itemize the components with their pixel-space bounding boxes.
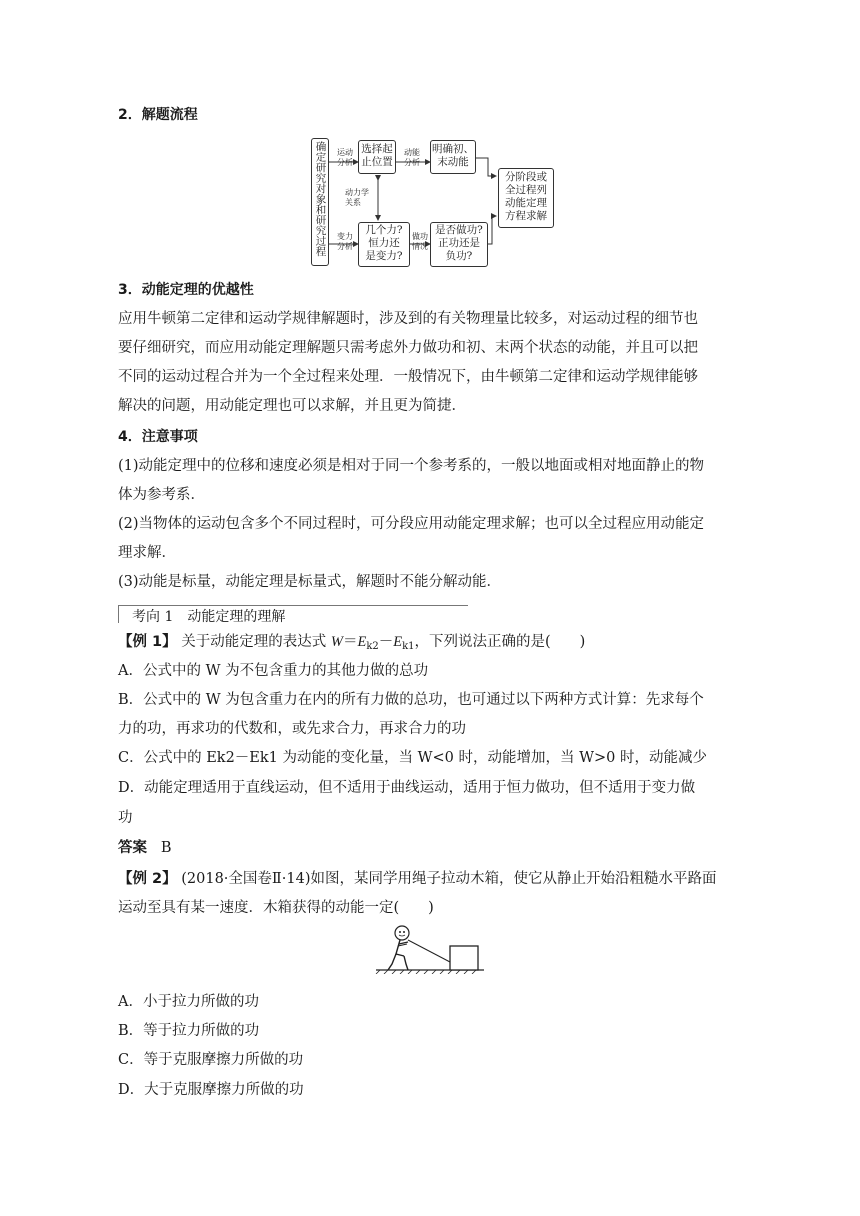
- pulling-box-figure: [374, 924, 484, 974]
- ke-label-1: 动能: [404, 148, 420, 157]
- example-1-option-a: A．公式中的 W 为不包含重力的其他力做的总功: [118, 663, 429, 679]
- example-1-option-c: C．公式中的 Ek2－Ek1 为动能的变化量，当 W<0 时，动能增加，当 W>0 时，动能减少: [118, 750, 707, 766]
- section-3-line-2: 要仔细研究，而应用动能定理解题只需考虑外力做功和初、末两个状态的动能，并且可以把: [118, 340, 698, 356]
- section-4-line-2: 体为参考系．: [118, 487, 205, 503]
- research-object-text: 确定研究对象和研究过程: [314, 141, 327, 257]
- example-2-option-b: B．等于拉力所做的功: [118, 1023, 260, 1039]
- example-2-stem-1: [118, 869, 717, 889]
- example-1-option-b-2: 力的功，再求功的代数和，或先求合力，再求合力的功: [118, 721, 466, 737]
- work-box-line-2: 正功还是: [438, 237, 480, 249]
- formula-minus: －: [378, 634, 394, 650]
- research-object-box: [311, 138, 329, 266]
- section-4-heading: 4．注意事项: [118, 429, 198, 445]
- example-1-answer: [118, 838, 171, 858]
- topic-tab: [118, 605, 468, 625]
- example-2-bracket-close: 】: [162, 871, 177, 887]
- forces-line-2: 恒力还: [368, 237, 400, 249]
- ke-box-line-2: 末动能: [437, 156, 469, 168]
- force-label-2: 分析: [337, 242, 353, 251]
- ke-label-2: 分析: [404, 158, 420, 167]
- example-1-bracket-open: 【: [118, 634, 133, 650]
- section-3-line-4: 解决的问题，用动能定理也可以求解，并且更为简捷．: [118, 398, 466, 414]
- final-line-3: 动能定理: [505, 197, 547, 209]
- example-2-option-a: A．小于拉力所做的功: [118, 994, 259, 1010]
- example-1-option-b-1: B．公式中的 W 为包含重力在内的所有力做的总功，也可通过以下两种方式计算：先求每个: [118, 692, 704, 708]
- section-3-line-3: 不同的运动过程合并为一个全过程来处理．一般情况下，由牛顿第二定律和运动学规律能够: [118, 369, 698, 385]
- formula-W: W: [330, 634, 343, 650]
- example-2-label: 例 2: [132, 871, 163, 887]
- ke-box-line-1: 明确初、: [432, 143, 474, 155]
- work-box-line-1: 是否做功?: [435, 224, 483, 236]
- example-1-stem: [118, 632, 585, 652]
- motion-analysis-label: [333, 148, 357, 168]
- motion-label-1: 运动: [337, 148, 353, 157]
- example-2-stem-text-1: (2018·全国卷Ⅱ·14)如图，某同学用绳子拉动木箱，使它从静止开始沿粗糙水平路面: [181, 871, 717, 887]
- work-box-line-3: 负功?: [445, 250, 473, 262]
- section-4-line-5: (3)动能是标量，动能定理是标量式，解题时不能分解动能．: [118, 574, 502, 590]
- section-3-line-1: 应用牛顿第二定律和运动学规律解题时，涉及到的有关物理量比较多，对运动过程的细节也: [118, 311, 698, 327]
- topic-title: 考向 1 动能定理的理解: [132, 609, 286, 625]
- formula-E1: E: [357, 634, 367, 650]
- ke-analysis-label: [398, 148, 426, 168]
- solution-flowchart: [308, 136, 558, 268]
- ke-box: [430, 140, 476, 174]
- forces-line-1: 几个力?: [365, 224, 403, 236]
- section-3-heading: 3．动能定理的优越性: [118, 282, 254, 298]
- work-label-1: 做功: [412, 232, 428, 241]
- answer-value: B: [160, 840, 172, 856]
- section-2-heading: 2．解题流程: [118, 107, 198, 123]
- force-label-1: 变力: [337, 232, 353, 241]
- position-line-1: 选择起: [361, 143, 393, 155]
- final-line-4: 方程求解: [505, 210, 547, 222]
- section-4-line-3: (2)当物体的运动包含多个不同过程时，可分段应用动能定理求解；也可以全过程应用动能定: [118, 516, 705, 532]
- example-2-stem-2: 运动至具有某一速度．木箱获得的动能一定( ): [118, 900, 434, 916]
- final-line-2: 全过程列: [505, 184, 547, 196]
- forces-box: [358, 222, 410, 267]
- work-label: [408, 232, 432, 252]
- forces-line-3: 是变力?: [365, 250, 403, 262]
- formula-sub1: k2: [366, 641, 379, 652]
- example-1-label: 例 1: [132, 634, 163, 650]
- formula-eq: ＝: [342, 634, 358, 650]
- dynamics-label-2: 关系: [345, 198, 361, 207]
- example-1-stem-pre: 关于动能定理的表达式: [181, 634, 331, 650]
- section-4-line-4: 理求解．: [118, 545, 176, 561]
- answer-label: 答案: [118, 840, 147, 856]
- work-box: [430, 222, 488, 267]
- example-2-bracket-open: 【: [118, 871, 133, 887]
- final-box: [498, 168, 554, 228]
- position-line-2: 止位置: [361, 156, 393, 168]
- formula-sub2: k1: [402, 641, 415, 652]
- dynamics-label: [345, 188, 375, 208]
- section-4-line-1: (1)动能定理中的位移和速度必须是相对于同一个参考系的，一般以地面或相对地面静止的物: [118, 458, 705, 474]
- example-2-option-d: D．大于克服摩擦力所做的功: [118, 1082, 304, 1098]
- force-analysis-label: [333, 232, 357, 252]
- example-2-option-c: C．等于克服摩擦力所做的功: [118, 1052, 304, 1068]
- formula-E2: E: [393, 634, 403, 650]
- example-1-option-d-2: 功: [118, 810, 133, 826]
- topic-tab-edge: [118, 605, 127, 623]
- position-box: [358, 140, 396, 174]
- example-1-stem-post: ，下列说法正确的是( ): [414, 634, 586, 650]
- dynamics-label-1: 动力学: [345, 188, 369, 197]
- example-1-bracket-close: 】: [162, 634, 177, 650]
- example-1-option-d-1: D．动能定理适用于直线运动，但不适用于曲线运动，适用于恒力做功，但不适用于变力做: [118, 780, 696, 796]
- pulling-box-drawing: [374, 924, 484, 974]
- final-line-1: 分阶段或: [505, 171, 547, 183]
- motion-label-2: 分析: [337, 158, 353, 167]
- work-label-2: 情况: [412, 242, 428, 251]
